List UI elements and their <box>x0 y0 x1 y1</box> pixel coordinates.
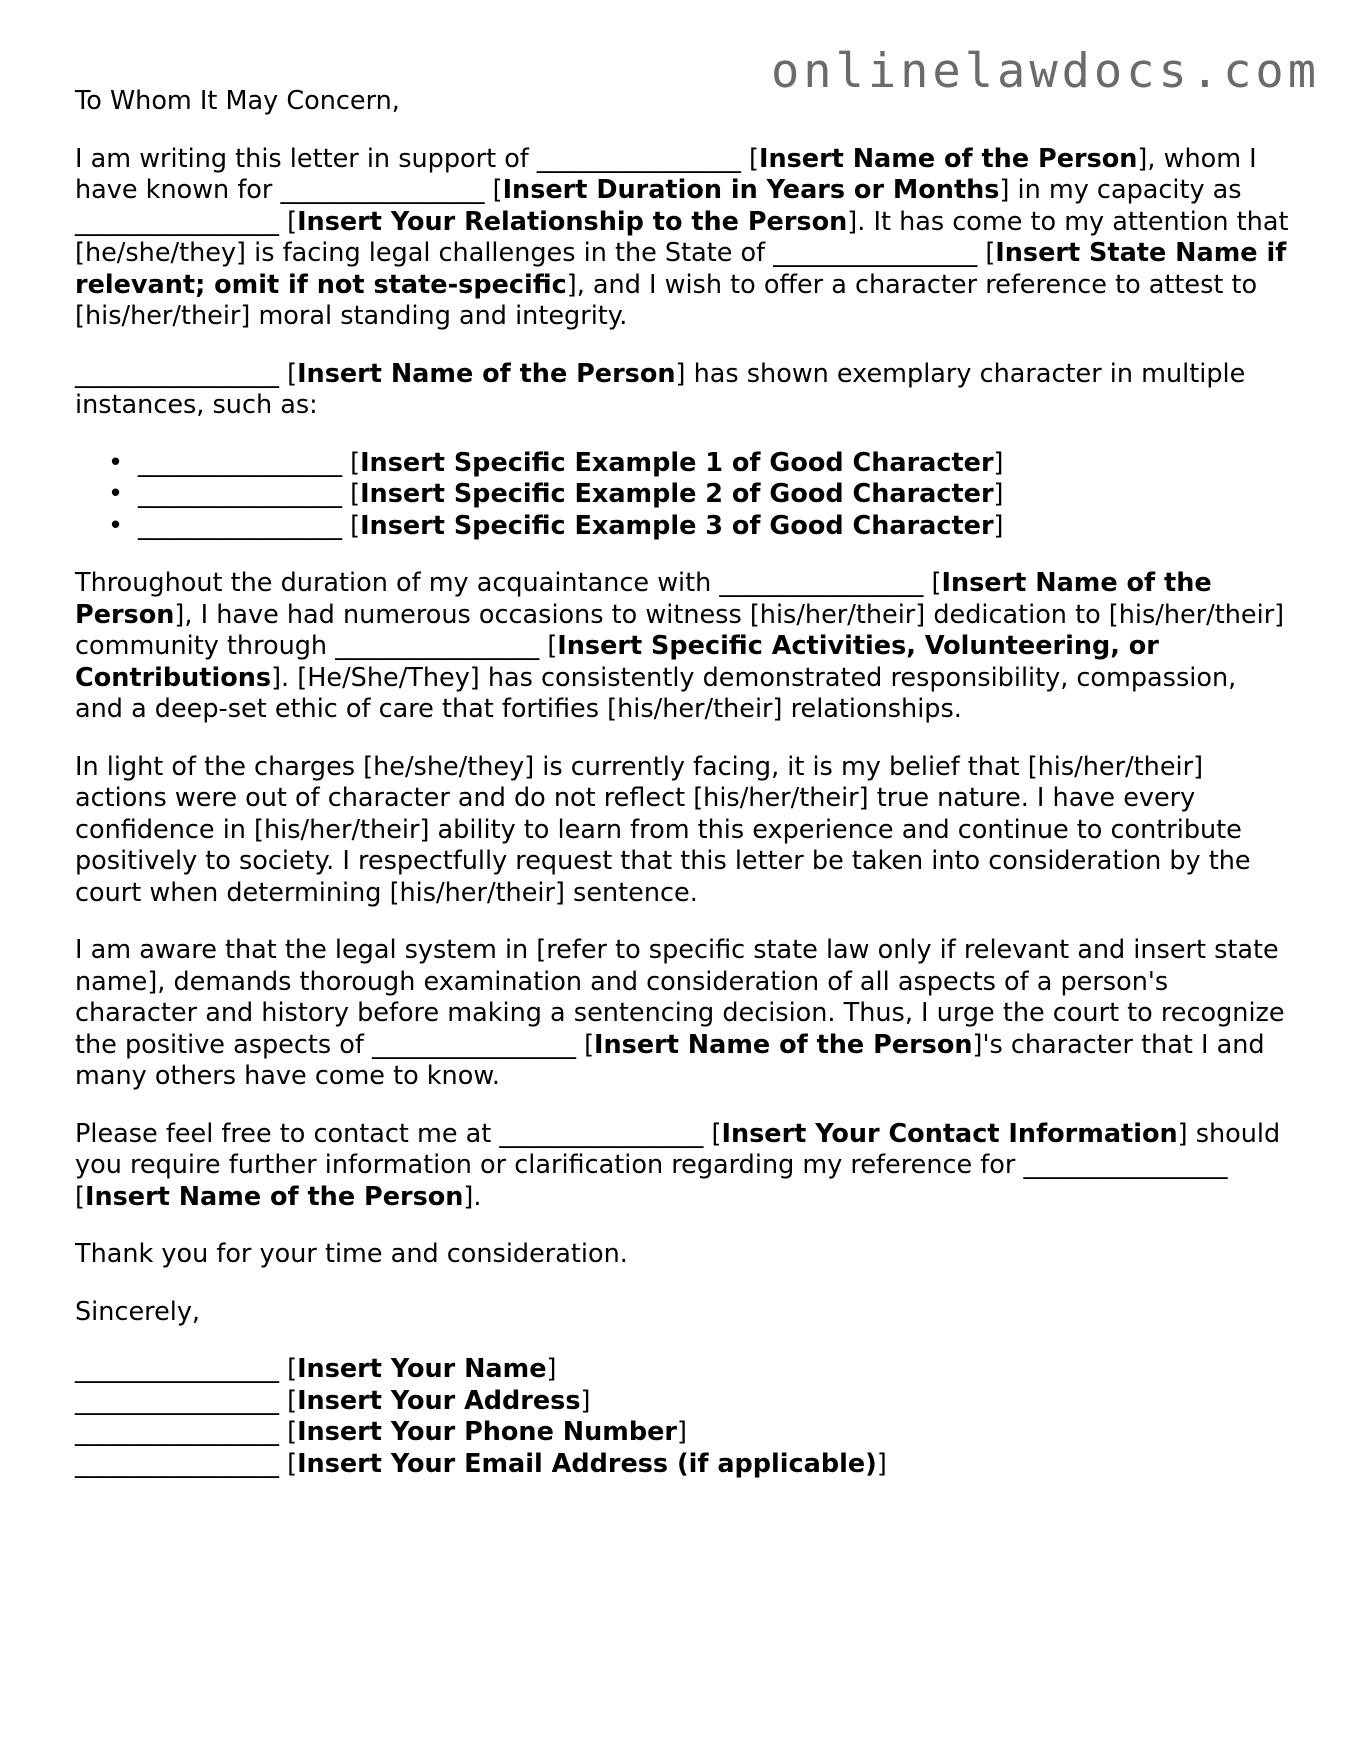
closing-line: Sincerely, <box>75 1296 201 1327</box>
blank-field: ________________ <box>719 568 924 598</box>
paragraph-contact: Please feel free to contact me at ________________ [Insert Your Contact Information] should you require further information or clarification regarding my reference for ________________ [Insert Name of the Person]. <box>75 1118 1281 1212</box>
placeholder-relationship: Insert Your Relationship to the Person <box>297 206 848 237</box>
signature-line: ________________ [Insert Your Name] <box>75 1354 557 1384</box>
signature-block <box>75 1354 1290 1480</box>
blank-field: ________________ <box>138 510 342 541</box>
blank-field: ________________ <box>75 206 279 237</box>
paragraph-acquaintance: Throughout the duration of my acquaintance with ________________ [Insert Name of the Person], I have had numerous occasions to witness [his/her/their] dedication to [his/her/their] community through ________________ [Insert Specific Activities, Volunteering, or Contributions]. [He/She/They] has consistently demonstrated responsibility, compassion, and a deep-set ethic of care that fortifies [his/her/their] relationships. <box>75 568 1285 724</box>
blank-field: ________________ <box>335 631 540 661</box>
list-item: • ________________ [Insert Specific Example 2 of Good Character] <box>138 479 1290 511</box>
blank-field: ________________ <box>773 238 978 268</box>
blank-field: ________________ <box>536 143 741 174</box>
signature-line: ________________ [Insert Your Email Address (if applicable)] <box>75 1448 887 1479</box>
letter-body <box>75 86 1290 1480</box>
blank-field: ________________ <box>499 1118 704 1149</box>
placeholder-activities: Insert Specific Activities, Volunteering, or Contributions <box>75 631 1159 693</box>
blank-field: ________________ <box>75 1354 279 1384</box>
examples-list <box>75 448 1290 543</box>
blank-field: ________________ <box>371 1029 576 1060</box>
placeholder-person-name: Insert Name of the Person <box>84 1181 464 1212</box>
blank-field: ________________ <box>75 1448 279 1479</box>
paragraph-legal-system: I am aware that the legal system in [refer to specific state law only if relevant and insert state name], demands thorough examination and consideration of all aspects of a person's character and history before making a sentencing decision. Thus, I urge the court to recognize the positive aspects of ________________ [Insert Name of the Person]'s character that I and many others have come to know. <box>75 935 1285 1091</box>
thanks-line: Thank you for your time and consideration. <box>75 1239 628 1269</box>
placeholder-duration: Insert Duration in Years or Months <box>502 175 1000 205</box>
placeholder-person-name: Insert Name of the Person <box>594 1029 973 1060</box>
paragraph-charges: In light of the charges [he/she/they] is currently facing, it is my belief that [his/her/their] actions were out of character and do not reflect [his/her/their] true nature. I have every confidence in [his/her/their] ability to learn from this experience and continue to contribute positively to society. I respectfully request that this letter be taken into consideration by the court when determining [his/her/their] sentence. <box>75 751 1251 908</box>
placeholder-person-name: Insert Name of the Person <box>758 143 1138 174</box>
placeholder-person-name: Insert Name of the Person <box>297 358 676 389</box>
blank-field: ________________ <box>75 358 279 389</box>
placeholder-contact-info: Insert Your Contact Information <box>721 1118 1178 1149</box>
greeting: To Whom It May Concern, <box>75 86 400 116</box>
blank-field: ________________ <box>75 1385 279 1416</box>
placeholder-state-name: Insert State Name if relevant; omit if not state-specific <box>75 238 1287 300</box>
blank-field: ________________ <box>1023 1150 1228 1180</box>
list-item: • ________________ [Insert Specific Example 3 of Good Character] <box>138 511 1290 543</box>
blank-field: ________________ <box>138 479 342 509</box>
list-item: • ________________ [Insert Specific Example 1 of Good Character] <box>138 448 1290 480</box>
watermark-logo: onlinelawdocs.com <box>770 44 1320 99</box>
signature-line: ________________ [Insert Your Address] <box>75 1385 591 1416</box>
blank-field: ________________ <box>75 1417 279 1447</box>
placeholder-person-name: Insert Name of the Person <box>75 568 1212 630</box>
signature-line: ________________ [Insert Your Phone Number] <box>75 1417 687 1447</box>
paragraph-support: I am writing this letter in support of ________________ [Insert Name of the Person], whom I have known for ________________ [Insert Duration in Years or Months] in my capacity as ________________ [Insert Your Relationship to the Person]. It has come to my attention that [he/she/they] is facing legal challenges in the State of ________________ [Insert State Name if relevant; omit if not state-specific], and I wish to offer a character reference to attest to [his/her/their] moral standing and integrity. <box>75 143 1289 331</box>
blank-field: ________________ <box>280 175 485 205</box>
blank-field: ________________ <box>138 447 342 478</box>
paragraph-exemplary: ________________ [Insert Name of the Person] has shown exemplary character in multiple instances, such as: <box>75 358 1246 420</box>
